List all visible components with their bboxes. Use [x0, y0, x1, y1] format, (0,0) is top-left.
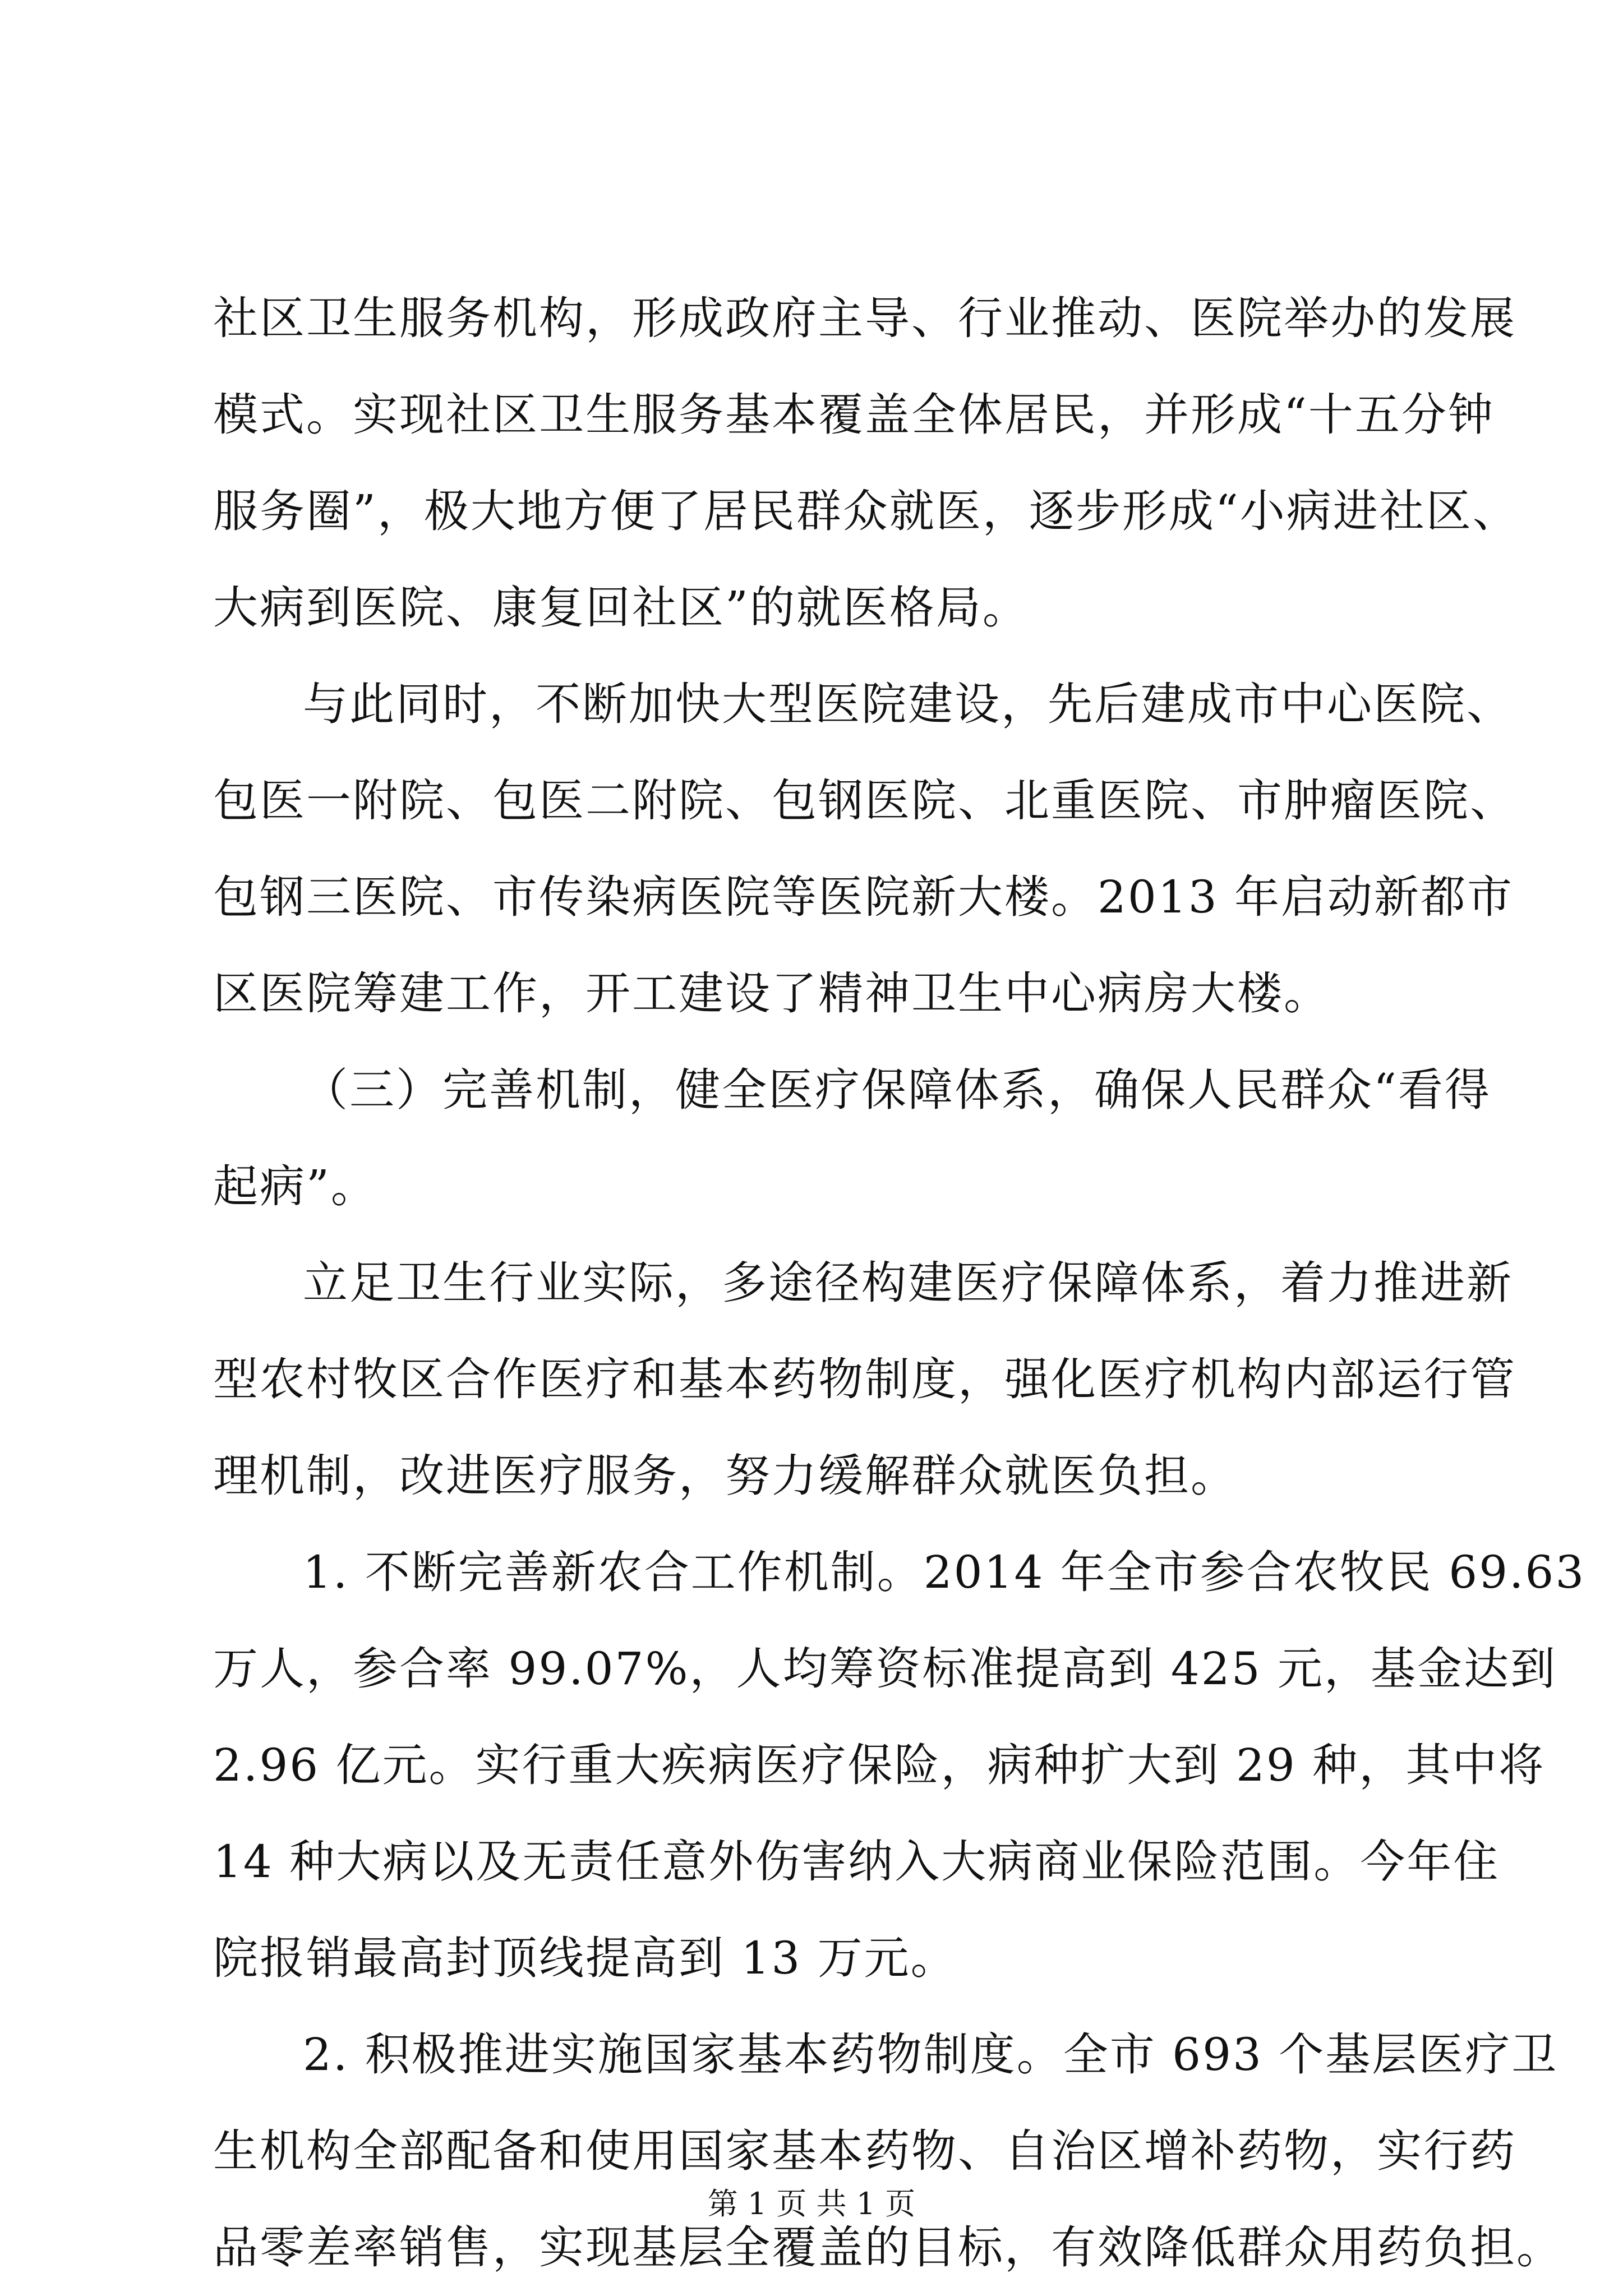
text-line: 服务圈”，极大地方便了居民群众就医，逐步形成“小病进社区、 [213, 485, 1519, 537]
text-line: 区医院筹建工作，开工建设了精神卫生中心病房大楼。 [213, 967, 1330, 1020]
text-line: 万人，参合率 99.07%，人均筹资标准提高到 425 元，基金达到 [213, 1643, 1557, 1695]
text-line: 1. 不断完善新农合工作机制。2014 年全市参合农牧民 69.63 [303, 1546, 1586, 1598]
text-line: 立足卫生行业实际，多途径构建医疗保障体系，着力推进新 [303, 1257, 1513, 1309]
text-line: 大病到医院、康复回社区”的就医格局。 [213, 582, 1029, 634]
text-line: 院报销最高封顶线提高到 13 万元。 [213, 1932, 957, 1984]
text-line: 品零差率销售，实现基层全覆盖的目标，有效降低群众用药负担。 [213, 2221, 1563, 2274]
section-heading-line: （三）完善机制，健全医疗保障体系，确保人民群众“看得 [303, 1064, 1491, 1116]
text-line: 2.96 亿元。实行重大疾病医疗保险，病种扩大到 29 种，其中将 [213, 1739, 1546, 1791]
text-line: 与此同时，不断加快大型医院建设，先后建成市中心医院、 [303, 678, 1513, 730]
text-line: 生机构全部配备和使用国家基本药物、自治区增补药物，实行药 [213, 2125, 1516, 2177]
text-line: 型农村牧区合作医疗和基本药物制度，强化医疗机构内部运行管 [213, 1353, 1516, 1405]
text-line: 理机制，改进医疗服务，努力缓解群众就医负担。 [213, 1450, 1237, 1502]
text-line: 2. 积极推进实施国家基本药物制度。全市 693 个基层医疗卫 [303, 2028, 1559, 2081]
text-line: 14 种大病以及无责任意外伤害纳入大病商业保险范围。今年住 [213, 1836, 1500, 1888]
text-line: 包医一附院、包医二附院、包钢医院、北重医院、市肿瘤医院、 [213, 774, 1516, 827]
text-line: 包钢三医院、市传染病医院等医院新大楼。2013 年启动新都市 [213, 871, 1514, 923]
section-heading-line: 起病”。 [213, 1160, 377, 1212]
text-line: 模式。实现社区卫生服务基本覆盖全体居民，并形成“十五分钟 [213, 389, 1495, 441]
page-number-footer: 第 1 页 共 1 页 [707, 2186, 916, 2221]
text-line: 社区卫生服务机构，形成政府主导、行业推动、医院举办的发展 [213, 292, 1516, 344]
document-body [213, 270, 1586, 2296]
